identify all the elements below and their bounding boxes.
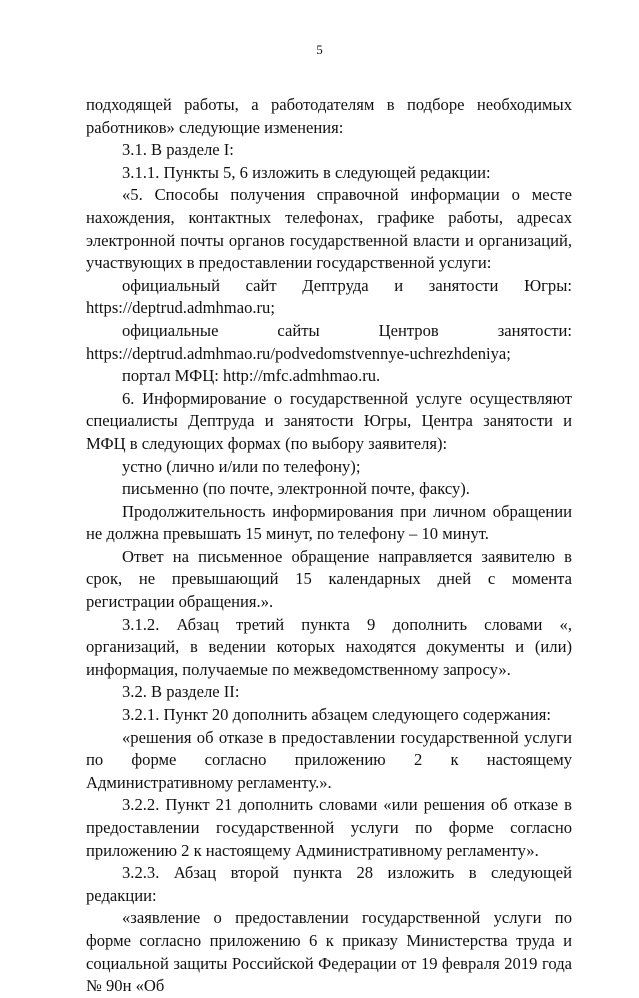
paragraph: официальные сайты Центров занятости: — [122, 320, 572, 340]
paragraph: портал МФЦ: http://mfc.admhmao.ru. — [122, 366, 381, 386]
paragraph: 3.2.2. Пункт 21 дополнить словами «или решения об отказе в предоставлении государственной услуги по форме согласно приложению 2 к настоящему Административному регламенту». — [86, 795, 572, 860]
paragraph: подходящей работы, а работодателям в подборе необходимых работников» следующие изменения: — [86, 95, 572, 137]
page-number: 5 — [316, 42, 323, 57]
paragraph: 3.1.2. Абзац третий пункта 9 дополнить словами «, организаций, в ведении которых находятся документы и (или) информация, получаемые по межведомственному запросу». — [86, 614, 572, 679]
paragraph: 3.1.1. Пункты 5, 6 изложить в следующей редакции: — [122, 162, 491, 182]
paragraph: «5. Способы получения справочной информации о месте нахождения, контактных телефонах, графике работы, адресах электронной почты органов государственной власти и организаций, участвующих в предоставлении государственной услуги: — [86, 185, 572, 273]
paragraph: устно (лично и/или по телефону); — [122, 456, 361, 476]
paragraph: «заявление о предоставлении государственной услуги по форме согласно приложению 6 к приказу Министерства труда и социальной защиты Российской Федерации от 19 февраля 2019 года № 90н «Об — [86, 908, 572, 996]
paragraph: 6. Информирование о государственной услуге осуществляют специалисты Дептруда и занятости Югры, Центра занятости и МФЦ в следующих формах (по выбору заявителя): — [86, 388, 572, 453]
paragraph: 3.2.3. Абзац второй пункта 28 изложить в следующей редакции: — [86, 863, 572, 905]
paragraph: https://deptrud.admhmao.ru/podvedomstvennye-uchrezhdeniya; — [86, 343, 511, 363]
paragraph: 3.1. В разделе I: — [122, 140, 234, 160]
paragraph: «решения об отказе в предоставлении государственной услуги по форме согласно приложению 2 к настоящему Административному регламенту.». — [86, 727, 572, 792]
document-body — [86, 94, 572, 998]
paragraph: письменно (по почте, электронной почте, факсу). — [122, 479, 470, 499]
paragraph: Ответ на письменное обращение направляется заявителю в срок, не превышающий 15 календарных дней с момента регистрации обращения.». — [86, 546, 572, 612]
paragraph: Продолжительность информирования при личном обращении не должна превышать 15 минут, по телефону – 10 минут. — [86, 501, 572, 544]
paragraph: https://deptrud.admhmao.ru; — [86, 298, 275, 318]
paragraph: официальный сайт Дептруда и занятости Югры: — [122, 275, 572, 295]
paragraph: 3.2. В разделе II: — [122, 682, 240, 702]
paragraph: 3.2.1. Пункт 20 дополнить абзацем следующего содержания: — [122, 705, 551, 725]
